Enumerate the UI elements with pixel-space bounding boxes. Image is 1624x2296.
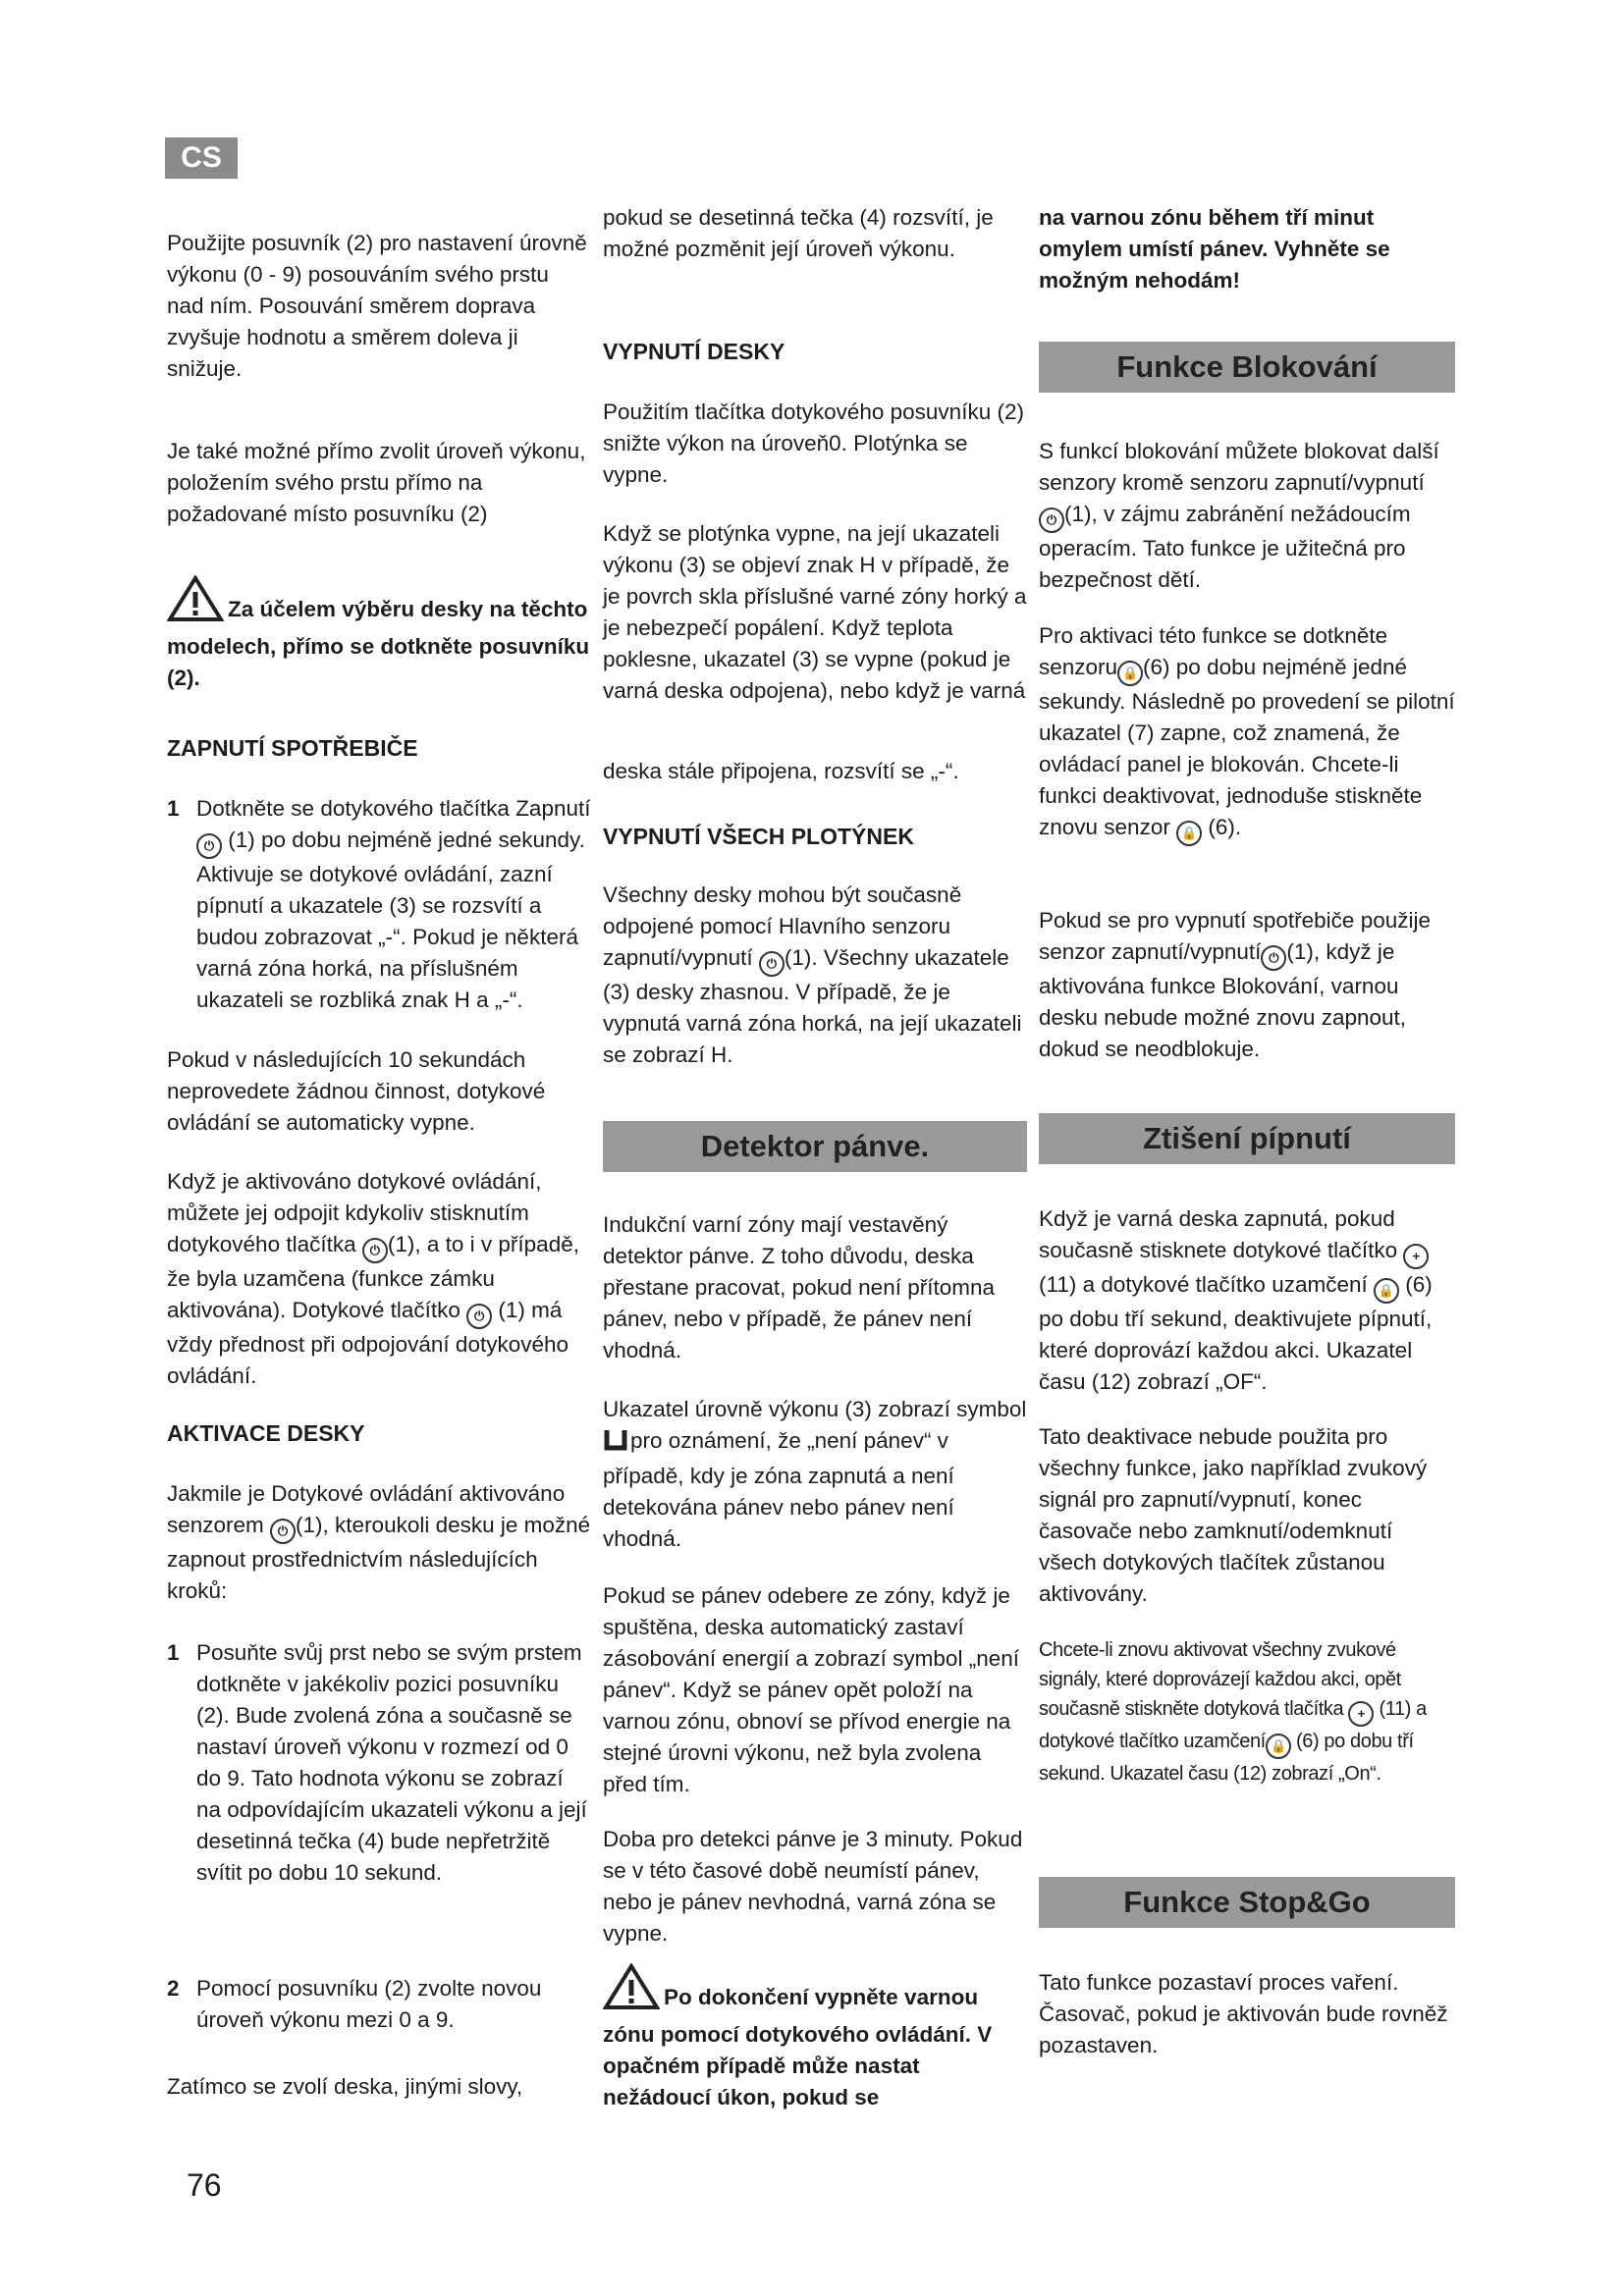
list-item: Pomocí posuvníku (2) zvolte novou úroveň výkonu mezi 0 a 9. [196, 1976, 542, 2032]
heading-vsech: VYPNUTÍ VŠECH PLOTÝNEK [603, 824, 914, 849]
warning-icon [167, 575, 224, 631]
power-icon: ⏻ [1261, 945, 1286, 971]
warning-icon [603, 1963, 660, 2019]
paragraph: S funkcí blokování můžete blokovat další senzory kromě senzoru zapnutí/vypnutí ⏻ (1), v zájmu zabránění nežádoucím operacím. Tato funkce je užitečná pro bezpečnost dětí. [1039, 439, 1439, 592]
lock-icon: 🔒 [1117, 661, 1143, 686]
list-item: Posuňte svůj prst nebo se svým prstem dotkněte v jakékoliv pozici posuvníku (2). Bude zvolená zóna a současně se nastaví úroveň výkonu v rozmezí od 0 do 9. Tato hodnota výkonu se zobrazí na odpovídajícím ukazateli výkonu a její desetinná tečka (4) bude nepřetržitě svítit po dobu 10 sekund. [196, 1640, 587, 1885]
paragraph: Když se plotýnka vypne, na její ukazateli výkonu (3) se objeví znak H v případě, že je povrch skla příslušné varné zóny horký a je nebezpečí popálení. Když teplota poklesne, ukazatel (3) se vypne (pokud je varná deska odpojena), nebo když je varná [603, 521, 1027, 703]
lock-icon: 🔒 [1374, 1278, 1399, 1304]
paragraph: Tato funkce pozastaví proces vaření. Časovač, pokud je aktivován bude rovněž pozastaven. [1039, 1970, 1448, 2057]
section-bar-stopgo: Funkce Stop&Go [1039, 1877, 1455, 1928]
paragraph: pokud se desetinná tečka (4) rozsvítí, je možné pozměnit její úroveň výkonu. [603, 205, 994, 261]
warning-note: Po dokončení vypněte varnou zónu pomocí dotykového ovládání. V opačném případě může nastat nežádoucí úkon, pokud se [603, 1963, 1027, 2113]
paragraph: deska stále připojena, rozsvítí se „-“. [603, 759, 959, 783]
power-icon: ⏻ [759, 951, 785, 977]
paragraph: Všechny desky mohou být současně odpojené pomocí Hlavního senzoru zapnutí/vypnutí ⏻ (1). Všechny ukazatele (3) desky zhasnou. V případě, že je vypnutá varná zóna horká, na její ukazateli se zobrazí H. [603, 882, 1022, 1067]
lock-icon: 🔒 [1266, 1734, 1291, 1759]
plus-icon: + [1403, 1244, 1429, 1269]
paragraph: Indukční varní zóny mají vestavěný detektor pánve. Z toho důvodu, deska přestane pracovat, pokud není přítomna pánev, nebo v případě, že pánev není vhodná. [603, 1212, 996, 1362]
paragraph: Pokud v následujících 10 sekundách neprovedete žádnou činnost, dotykové ovládání se automaticky vypne. [167, 1047, 546, 1135]
paragraph: Když je aktivováno dotykové ovládání, můžete jej odpojit kdykoliv stisknutím dotykového tlačítka ⏻ (1), a to i v případě, že byla uzamčena (funkce zámku aktivována). Dotykové tlačítko ⏻ (1) má vždy přednost při odpojování dotykového ovládání. [167, 1169, 579, 1388]
no-pan-symbol [603, 1428, 628, 1461]
paragraph: Když je varná deska zapnutá, pokud současně stisknete dotykové tlačítko + (11) a dotykové tlačítko uzamčení 🔒 (6) po dobu tří sekund, deaktivujete pípnutí, které doprovází každou akci. Ukazatel času (12) zobrazí „OF“. [1039, 1206, 1433, 1394]
power-icon: ⏻ [1039, 507, 1064, 533]
paragraph: Chcete-li znovu aktivovat všechny zvukové signály, které doprovázejí každou akci, opět současně stiskněte dotyková tlačítka + (11) a dotykové tlačítko uzamčení 🔒 (6) po dobu tří sekund. Ukazatel času (12) zobrazí „On“. [1039, 1639, 1427, 1785]
page-number: 76 [187, 2167, 222, 2203]
paragraph: Pro aktivaci této funkce se dotkněte senzoru 🔒 (6) po dobu nejméně jedné sekundy. Následně po provedení se pilotní ukazatel (7) zapne, což znamená, že ovládací panel je blokován. Chcete-li funkci deaktivovat, jednoduše stiskněte znovu senzor 🔒 (6). [1039, 620, 1455, 846]
heading-zapnuti: ZAPNUTÍ SPOTŘEBIČE [167, 735, 418, 761]
list-number: 1 [167, 1640, 180, 1665]
list-item: Dotkněte se dotykového tlačítka Zapnutí ⏻ (1) po dobu nejméně jedné sekundy. Aktivuje se dotykové ovládání, zazní pípnutí a ukazatele (3) se rozsvítí a budou zobrazovat „-“. Pokud je některá varná zóna horká, na příslušném ukazateli se rozbliká znak H a „-“. [196, 796, 591, 1012]
power-icon: ⏻ [362, 1238, 388, 1263]
list-number: 1 [167, 796, 180, 821]
plus-icon: + [1348, 1701, 1374, 1727]
paragraph: Použitím tlačítka dotykového posuvníku (2) snižte výkon na úroveň0. Plotýnka se vypne. [603, 400, 1024, 487]
paragraph: Ukazatel úrovně výkonu (3) zobrazí symbol pro oznámení, že „není pánev“ v případě, kdy je zóna zapnutá a není detekována pánev nebo pánev není vhodná. [603, 1397, 1027, 1551]
paragraph: na varnou zónu během tří minut omylem umístí pánev. Vyhněte se možným nehodám! [1039, 205, 1390, 293]
section-bar-detektor: Detektor pánve. [603, 1121, 1027, 1172]
warning-note: Za účelem výběru desky na těchto modelech, přímo se dotkněte posuvníku (2). [167, 575, 591, 694]
power-icon: ⏻ [196, 833, 222, 859]
language-tag: CS [165, 137, 238, 179]
paragraph: Je také možné přímo zvolit úroveň výkonu, položením svého prstu přímo na požadované místo posuvníku (2) [167, 439, 586, 526]
heading-aktivace: AKTIVACE DESKY [167, 1420, 365, 1446]
section-bar-blokovani: Funkce Blokování [1039, 342, 1455, 393]
lock-icon: 🔒 [1176, 821, 1202, 846]
heading-vypnuti: VYPNUTÍ DESKY [603, 339, 785, 364]
section-bar-ztiseni: Ztišení pípnutí [1039, 1113, 1455, 1164]
paragraph: Použijte posuvník (2) pro nastavení úrovně výkonu (0 - 9) posouváním svého prstu nad ním. Posouvání směrem doprava zvyšuje hodnotu a směrem doleva ji snižuje. [167, 231, 587, 381]
paragraph: Pokud se pro vypnutí spotřebiče použije senzor zapnutí/vypnutí ⏻ (1), když je aktivována funkce Blokování, varnou desku nebude možné znovu zapnout, dokud se neodblokuje. [1039, 908, 1431, 1061]
paragraph: Zatímco se zvolí deska, jinými slovy, [167, 2074, 523, 2099]
list-number: 2 [167, 1976, 180, 2001]
power-icon: ⏻ [270, 1519, 296, 1544]
paragraph: Tato deaktivace nebude použita pro všechny funkce, jako například zvukový signál pro zapnutí/vypnutí, konec časovače nebo zamknutí/odemknutí všech dotykových tlačítek zůstanou aktivovány. [1039, 1424, 1428, 1606]
power-icon: ⏻ [466, 1304, 492, 1329]
paragraph: Doba pro detekci pánve je 3 minuty. Pokud se v této časové době neumístí pánev, nebo je pánev nevhodná, varná zóna se vypne. [603, 1827, 1023, 1946]
paragraph: Jakmile je Dotykové ovládání aktivováno senzorem ⏻ (1), kteroukoli desku je možné zapnout prostřednictvím následujících kroků: [167, 1481, 591, 1603]
paragraph: Pokud se pánev odebere ze zóny, když je spuštěna, deska automatický zastaví zásobování energií a zobrazí symbol „není pánev“. Když se pánev opět položí na varnou zónu, obnoví se přívod energie na stejné úrovni výkonu, než byla zvolena před tím. [603, 1583, 1019, 1796]
